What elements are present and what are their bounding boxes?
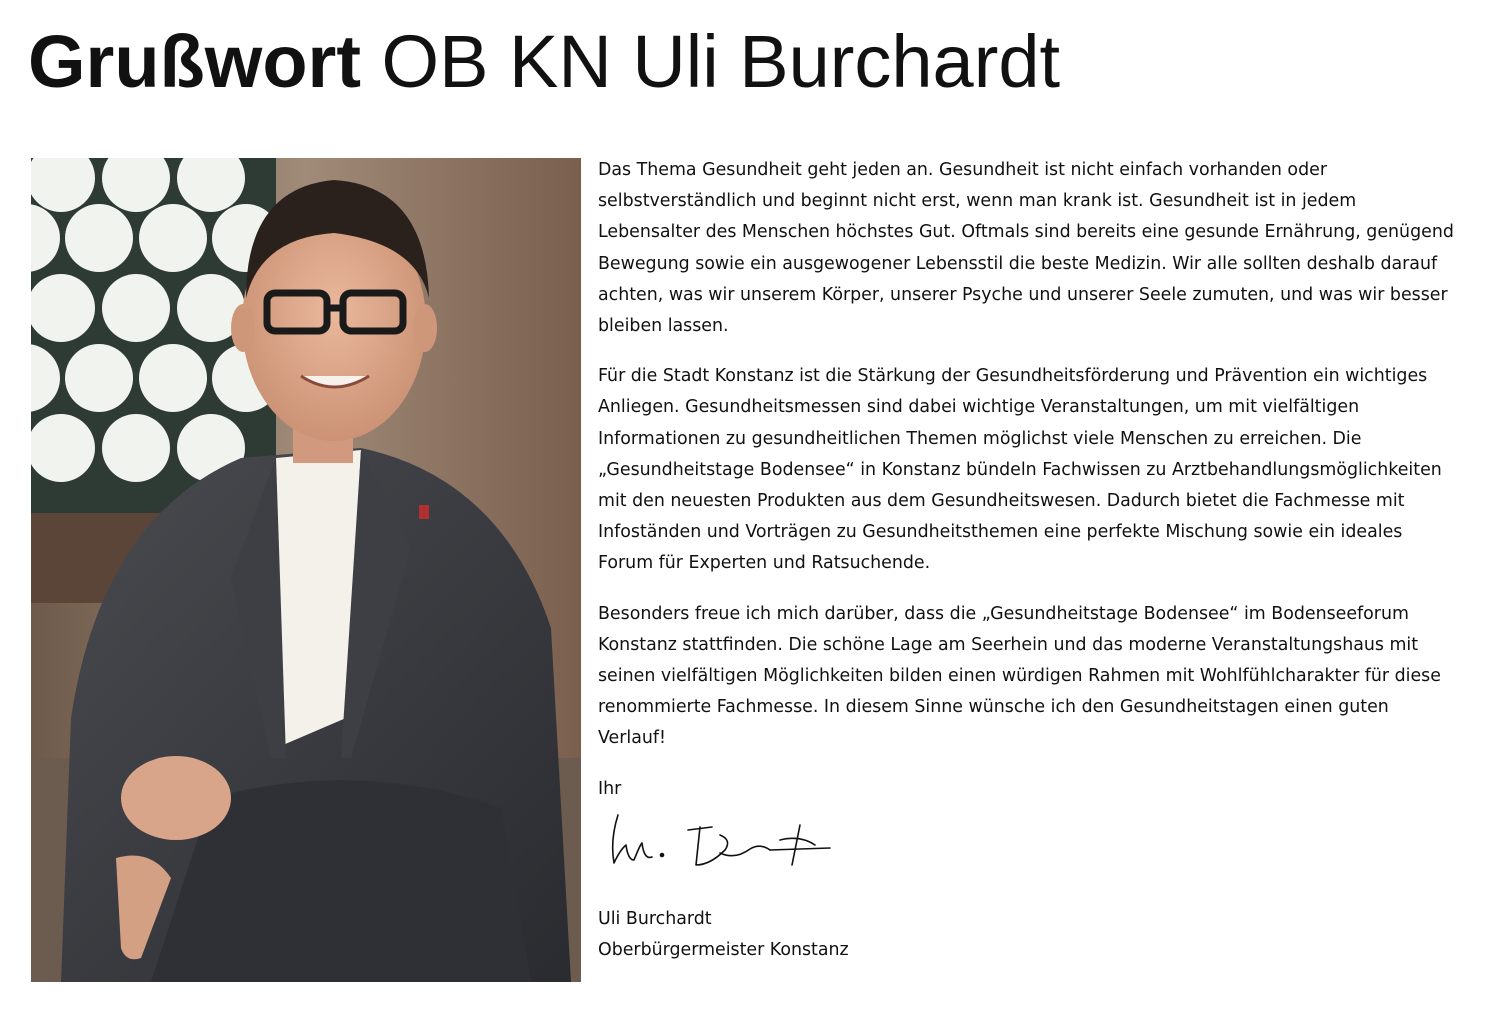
signer-block [598,904,1098,966]
signer-role: Oberbürgermeister Konstanz [598,940,849,961]
title-bold: Grußwort [28,20,361,103]
signer-name: Uli Burchardt [598,909,712,929]
paragraph-2: Für die Stadt Konstanz ist die Stärkung der Gesundheitsförderung und Prävention ein wichtiges Anliegen. Gesundheitsmessen sind dabei wichtige Veranstaltungen, um mit vielfältigen Informationen zu gesundheitlichen Themen möglichst viele Menschen zu erreichen. Die „Gesundheitstage Bodensee“ in Konstanz bündeln Fachwissen zu Arztbehandlungsmöglichkeiten mit den neuesten Produkten aus dem Gesundheitswesen. Dadurch bietet die Fachmesse mit Infoständen und Vorträgen zu Gesundheitsthemen eine perfekte Mischung sowie ein ideales Forum für Experten und Ratsuchende. [598,366,1442,574]
title-rest: OB KN Uli Burchardt [381,20,1061,103]
handwritten-signature [600,805,840,875]
portrait-photo [31,158,581,982]
paragraph-1: Das Thema Gesundheit geht jeden an. Gesundheit ist nicht einfach vorhanden oder selbstverständlich und beginnt nicht erst, wenn man krank ist. Gesundheit ist in jedem Lebensalter des Menschen höchstes Gut. Oftmals sind bereits eine gesunde Ernährung, genügend Bewegung sowie ein ausgewogener Lebensstil die beste Medizin. Wir alle sollten deshalb darauf achten, was wir unserem Körper, unserer Psyche und unserer Seele zumuten, und was wir besser bleiben lassen. [598,160,1454,337]
page-title [28,22,1060,102]
closing-greeting: Ihr [598,778,622,799]
letter-body [598,155,1458,805]
paragraph-3: Besonders freue ich mich darüber, dass die „Gesundheitstage Bodensee“ im Bodenseeforum Konstanz stattfinden. Die schöne Lage am Seerhein und das moderne Veranstaltungshaus mit seinen vielfältigen Möglichkeiten bilden einen würdigen Rahmen mit Wohlfühlcharakter für diese renommierte Fachmesse. In diesem Sinne wünsche ich den Gesundheitstagen einen guten Verlauf! [598,603,1441,749]
